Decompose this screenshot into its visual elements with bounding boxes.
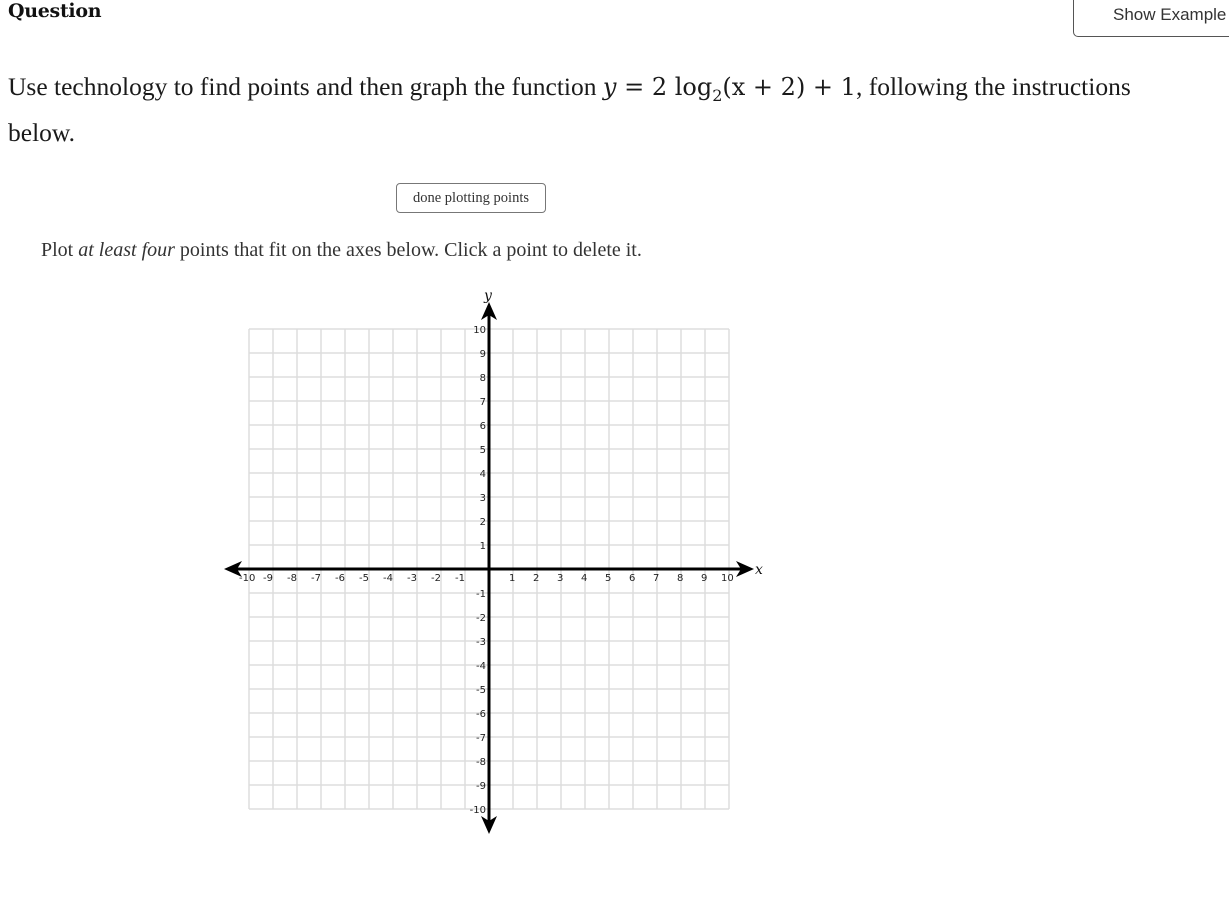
y-tick-label: -1 (476, 589, 486, 600)
x-tick-label: 1 (509, 573, 516, 584)
x-tick-label: 10 (721, 573, 734, 584)
x-tick-label: -7 (311, 573, 321, 584)
x-tick-label: 2 (533, 573, 540, 584)
y-tick-label: 4 (479, 469, 486, 480)
y-tick-label: -4 (476, 661, 486, 672)
show-example-button[interactable]: Show Example (1073, 0, 1229, 37)
x-tick-label: -2 (431, 573, 441, 584)
x-tick-label: 7 (653, 573, 660, 584)
x-axis-label: x (755, 562, 763, 578)
y-tick-label: -8 (476, 757, 486, 768)
y-tick-label: 1 (479, 541, 486, 552)
instructions-text-rest: points that fit on the axes below. Click a point to delete it. (174, 239, 642, 261)
equation-lhs: y (602, 73, 617, 101)
y-tick-label: 8 (479, 373, 486, 384)
x-tick-labels (239, 573, 734, 584)
equation-log-base: 2 (712, 86, 723, 105)
x-tick-label: -10 (239, 573, 256, 584)
y-tick-label: 3 (479, 493, 486, 504)
x-tick-label: -4 (383, 573, 393, 584)
y-tick-label: 7 (479, 397, 486, 408)
x-tick-label: 4 (581, 573, 588, 584)
y-tick-label: 9 (479, 349, 486, 360)
equation-argument: (x + 2) + 1 (722, 73, 856, 101)
y-tick-label: 2 (479, 517, 486, 528)
y-tick-label: -10 (469, 805, 486, 816)
x-tick-label: 3 (557, 573, 564, 584)
x-tick-label: -8 (287, 573, 297, 584)
instructions-emphasis: at least four (78, 239, 175, 261)
question-title: Question (8, 0, 102, 22)
prompt-text-line2: below. (8, 118, 76, 147)
y-tick-label: 6 (479, 421, 486, 432)
y-axis-label: y (484, 288, 492, 304)
done-plotting-points-button[interactable]: done plotting points (396, 183, 546, 213)
prompt-text-after: , following the instructions (855, 72, 1131, 101)
x-tick-label: -9 (263, 573, 273, 584)
y-tick-label: -9 (476, 781, 486, 792)
prompt-text-before: Use technology to find points and then graph the function (8, 72, 603, 101)
x-tick-label: -5 (359, 573, 369, 584)
x-tick-label: 9 (701, 573, 708, 584)
x-tick-label: -1 (455, 573, 465, 584)
y-tick-label: 10 (473, 325, 486, 336)
x-tick-label: 8 (677, 573, 684, 584)
y-tick-label: -3 (476, 637, 486, 648)
x-tick-label: -6 (335, 573, 345, 584)
y-tick-label: 5 (479, 445, 486, 456)
x-tick-label: 5 (605, 573, 612, 584)
instructions-text: Plot (41, 239, 79, 261)
x-tick-label: 6 (629, 573, 636, 584)
y-tick-label: -6 (476, 709, 486, 720)
axes (224, 288, 763, 834)
y-tick-label: -7 (476, 733, 486, 744)
equation-log: = 2 log (616, 73, 713, 101)
x-tick-label: -3 (407, 573, 417, 584)
y-tick-label: -2 (476, 613, 486, 624)
y-tick-label: -5 (476, 685, 486, 696)
